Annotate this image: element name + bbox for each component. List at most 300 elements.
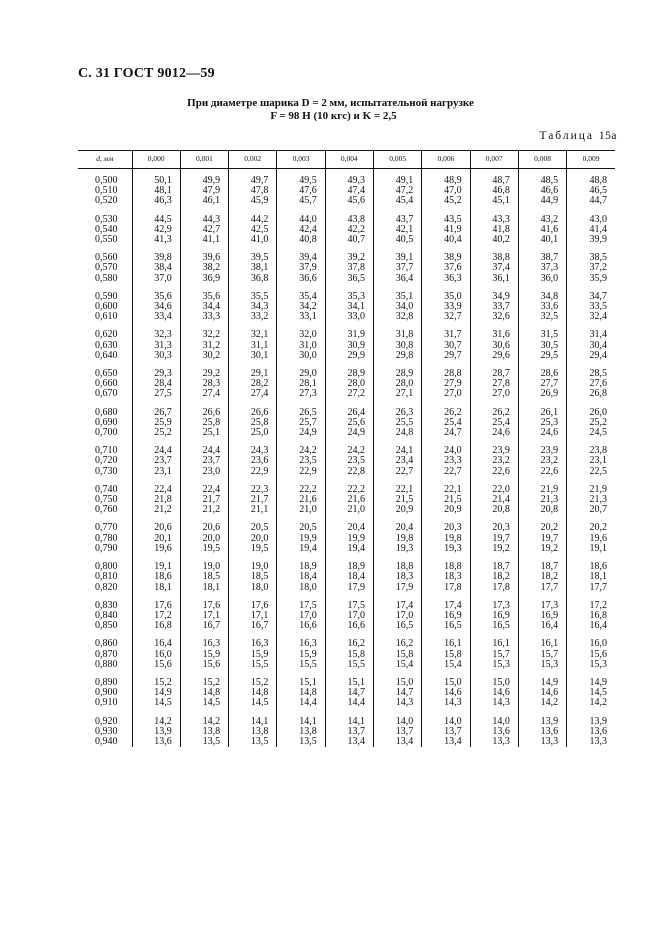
hardness-value: 33,5 xyxy=(589,301,607,313)
hardness-value: 44,9 xyxy=(540,195,559,207)
hardness-value: 24,4 xyxy=(202,445,221,457)
diameter-value: 0,730 xyxy=(95,465,118,477)
table-row-group xyxy=(78,253,615,284)
diameter-value: 0,790 xyxy=(95,542,118,554)
hardness-cell xyxy=(132,215,180,246)
hardness-cell xyxy=(470,369,518,400)
hardness-cell xyxy=(518,485,566,516)
hardness-cell xyxy=(180,408,228,439)
hardness-value: 27,0 xyxy=(444,388,462,400)
hardness-cell xyxy=(229,562,277,593)
hardness-cell xyxy=(229,446,277,477)
hardness-value: 14,5 xyxy=(250,697,269,709)
hardness-table xyxy=(78,150,615,747)
hardness-value: 37,4 xyxy=(492,262,510,274)
hardness-value: 32,3 xyxy=(154,329,172,341)
hardness-cell xyxy=(132,446,180,477)
hardness-value: 17,8 xyxy=(492,581,510,593)
diameter-value: 0,500 xyxy=(95,175,118,186)
column-header-d: d, мм xyxy=(78,151,132,169)
hardness-value: 16,3 xyxy=(202,638,221,650)
hardness-value: 36,3 xyxy=(444,272,462,284)
hardness-value: 14,3 xyxy=(395,697,414,709)
hardness-value: 19,3 xyxy=(444,542,462,554)
hardness-cell xyxy=(229,485,277,516)
hardness-cell xyxy=(180,292,228,323)
hardness-value: 25,4 xyxy=(444,416,462,428)
hardness-value: 45,6 xyxy=(347,195,365,207)
hardness-value: 24,5 xyxy=(589,427,607,439)
hardness-cell xyxy=(422,408,470,439)
hardness-value: 15,2 xyxy=(202,676,221,688)
hardness-value: 18,4 xyxy=(347,571,365,583)
hardness-value: 24,9 xyxy=(347,427,365,439)
hardness-value: 47,8 xyxy=(250,185,269,197)
diameter-cell xyxy=(78,169,132,207)
diameter-cell xyxy=(78,369,132,400)
hardness-value: 14,8 xyxy=(299,687,317,699)
diameter-value: 0,940 xyxy=(95,735,118,747)
hardness-value: 36,6 xyxy=(299,272,317,284)
hardness-value: 26,6 xyxy=(202,406,221,418)
hardness-cell xyxy=(373,253,421,284)
table-row-group xyxy=(78,169,615,207)
hardness-value: 19,9 xyxy=(299,532,317,544)
hardness-cell xyxy=(567,678,615,709)
hardness-value: 44,3 xyxy=(202,213,221,225)
hardness-value: 17,3 xyxy=(540,599,559,611)
hardness-value: 38,8 xyxy=(492,252,510,264)
hardness-value: 36,1 xyxy=(492,272,510,284)
hardness-value: 30,4 xyxy=(589,339,607,351)
hardness-cell xyxy=(373,717,421,748)
hardness-value: 37,9 xyxy=(299,262,317,274)
hardness-value: 41,0 xyxy=(250,234,269,246)
hardness-value: 33,3 xyxy=(202,311,221,323)
hardness-value: 49,5 xyxy=(299,175,317,186)
hardness-value: 13,7 xyxy=(395,725,414,737)
hardness-value: 46,5 xyxy=(589,185,607,197)
hardness-value: 50,1 xyxy=(154,175,172,186)
hardness-cell xyxy=(422,169,470,207)
hardness-value: 47,9 xyxy=(202,185,221,197)
diameter-value: 0,830 xyxy=(95,599,118,611)
diameter-value: 0,600 xyxy=(95,301,118,313)
hardness-value: 16,2 xyxy=(395,638,414,650)
hardness-value: 32,8 xyxy=(395,311,414,323)
hardness-value: 39,5 xyxy=(250,252,269,264)
diameter-value: 0,550 xyxy=(95,234,118,246)
hardness-value: 25,0 xyxy=(250,427,269,439)
hardness-cell xyxy=(325,215,373,246)
hardness-value: 14,6 xyxy=(492,687,510,699)
hardness-value: 46,8 xyxy=(492,185,510,197)
hardness-value: 15,8 xyxy=(395,648,414,660)
diameter-value: 0,780 xyxy=(95,532,118,544)
hardness-value: 16,6 xyxy=(347,620,365,632)
diameter-value: 0,760 xyxy=(95,504,118,516)
hardness-value: 20,5 xyxy=(250,522,269,534)
hardness-value: 35,0 xyxy=(444,290,462,302)
hardness-cell xyxy=(470,215,518,246)
hardness-value: 14,1 xyxy=(347,715,365,727)
hardness-value: 28,9 xyxy=(347,368,365,380)
hardness-value: 19,2 xyxy=(492,542,510,554)
hardness-value: 21,5 xyxy=(444,494,462,506)
hardness-value: 34,6 xyxy=(154,301,172,313)
hardness-value: 15,6 xyxy=(202,658,221,670)
diameter-value: 0,660 xyxy=(95,378,118,390)
hardness-value: 25,7 xyxy=(299,416,317,428)
hardness-value: 14,1 xyxy=(250,715,269,727)
hardness-value: 13,6 xyxy=(154,735,172,747)
diameter-value: 0,680 xyxy=(95,406,118,418)
diameter-value: 0,880 xyxy=(95,658,118,670)
hardness-value: 17,8 xyxy=(444,581,462,593)
hardness-value: 16,4 xyxy=(154,638,172,650)
hardness-value: 24,3 xyxy=(250,445,269,457)
hardness-value: 34,8 xyxy=(540,290,559,302)
hardness-value: 14,0 xyxy=(492,715,510,727)
hardness-value: 17,7 xyxy=(540,581,559,593)
hardness-value: 23,0 xyxy=(202,465,221,477)
hardness-cell xyxy=(180,601,228,632)
table-row-group xyxy=(78,639,615,670)
hardness-value: 23,2 xyxy=(540,455,559,467)
caption-line-1: При диаметре шарика D = 2 мм, испытательной нагрузке xyxy=(187,97,474,109)
hardness-value: 13,6 xyxy=(492,725,510,737)
table-row-group xyxy=(78,215,615,246)
hardness-value: 14,7 xyxy=(347,687,365,699)
hardness-value: 45,2 xyxy=(444,195,462,207)
hardness-value: 23,3 xyxy=(444,455,462,467)
hardness-value: 35,6 xyxy=(154,290,172,302)
hardness-value: 48,9 xyxy=(444,175,462,186)
column-header: 0,001 xyxy=(180,151,228,169)
hardness-value: 25,5 xyxy=(395,416,414,428)
hardness-value: 19,4 xyxy=(347,542,365,554)
hardness-cell xyxy=(325,330,373,361)
hardness-cell xyxy=(470,408,518,439)
hardness-value: 21,7 xyxy=(250,494,269,506)
hardness-value: 23,5 xyxy=(299,455,317,467)
hardness-value: 18,5 xyxy=(250,571,269,583)
hardness-cell xyxy=(277,292,325,323)
hardness-cell xyxy=(422,253,470,284)
hardness-value: 43,8 xyxy=(347,213,365,225)
diameter-value: 0,520 xyxy=(95,195,118,207)
hardness-cell xyxy=(518,601,566,632)
hardness-cell xyxy=(422,639,470,670)
hardness-value: 24,8 xyxy=(395,427,414,439)
hardness-cell xyxy=(422,330,470,361)
hardness-cell xyxy=(277,639,325,670)
hardness-value: 14,4 xyxy=(299,697,317,709)
hardness-value: 16,9 xyxy=(444,609,462,621)
hardness-value: 33,6 xyxy=(540,301,559,313)
diameter-cell xyxy=(78,562,132,593)
table-row-group xyxy=(78,330,615,361)
hardness-value: 43,5 xyxy=(444,213,462,225)
hardness-value: 15,8 xyxy=(347,648,365,660)
table-row-group xyxy=(78,369,615,400)
hardness-value: 38,5 xyxy=(589,252,607,264)
hardness-value: 23,9 xyxy=(540,445,559,457)
hardness-cell xyxy=(277,215,325,246)
diameter-cell xyxy=(78,717,132,748)
hardness-cell xyxy=(277,369,325,400)
hardness-value: 31,1 xyxy=(250,339,269,351)
hardness-value: 24,1 xyxy=(395,445,414,457)
hardness-cell xyxy=(567,215,615,246)
hardness-value: 16,4 xyxy=(540,620,559,632)
column-header: 0,005 xyxy=(373,151,421,169)
hardness-value: 16,5 xyxy=(492,620,510,632)
hardness-value: 31,5 xyxy=(540,329,559,341)
hardness-value: 31,9 xyxy=(347,329,365,341)
hardness-value: 35,6 xyxy=(202,290,221,302)
hardness-value: 16,5 xyxy=(444,620,462,632)
hardness-value: 14,6 xyxy=(540,687,559,699)
hardness-cell xyxy=(373,169,421,207)
hardness-value: 28,4 xyxy=(154,378,172,390)
hardness-value: 20,9 xyxy=(395,504,414,516)
hardness-value: 15,9 xyxy=(299,648,317,660)
hardness-value: 19,7 xyxy=(540,532,559,544)
hardness-value: 22,7 xyxy=(395,465,414,477)
hardness-value: 15,7 xyxy=(540,648,559,660)
hardness-value: 20,2 xyxy=(540,522,559,534)
hardness-value: 17,6 xyxy=(250,599,269,611)
hardness-cell xyxy=(132,253,180,284)
hardness-cell xyxy=(567,369,615,400)
hardness-cell xyxy=(567,601,615,632)
hardness-value: 46,3 xyxy=(154,195,172,207)
hardness-value: 42,1 xyxy=(395,223,414,235)
hardness-value: 35,3 xyxy=(347,290,365,302)
hardness-value: 24,0 xyxy=(444,445,462,457)
hardness-value: 44,0 xyxy=(299,213,317,225)
hardness-value: 48,7 xyxy=(492,175,510,186)
hardness-value: 16,0 xyxy=(589,638,607,650)
hardness-value: 48,5 xyxy=(540,175,559,186)
hardness-value: 13,9 xyxy=(540,715,559,727)
hardness-value: 22,3 xyxy=(250,483,269,495)
hardness-value: 29,9 xyxy=(347,349,365,361)
hardness-value: 15,4 xyxy=(444,658,462,670)
hardness-value: 41,8 xyxy=(492,223,510,235)
hardness-value: 32,7 xyxy=(444,311,462,323)
hardness-value: 38,9 xyxy=(444,252,462,264)
hardness-value: 16,1 xyxy=(492,638,510,650)
hardness-value: 28,8 xyxy=(444,368,462,380)
hardness-cell xyxy=(518,678,566,709)
hardness-value: 19,1 xyxy=(589,542,607,554)
hardness-cell xyxy=(470,292,518,323)
hardness-value: 19,8 xyxy=(444,532,462,544)
hardness-value: 25,2 xyxy=(589,416,607,428)
hardness-value: 23,5 xyxy=(347,455,365,467)
hardness-value: 31,2 xyxy=(202,339,221,351)
column-header: 0,006 xyxy=(422,151,470,169)
hardness-value: 37,8 xyxy=(347,262,365,274)
hardness-cell xyxy=(132,562,180,593)
hardness-cell xyxy=(373,408,421,439)
hardness-value: 30,6 xyxy=(492,339,510,351)
hardness-value: 20,3 xyxy=(492,522,510,534)
hardness-value: 16,9 xyxy=(492,609,510,621)
hardness-cell xyxy=(373,601,421,632)
hardness-cell xyxy=(373,215,421,246)
hardness-value: 24,6 xyxy=(492,427,510,439)
hardness-value: 15,4 xyxy=(395,658,414,670)
hardness-cell xyxy=(373,485,421,516)
hardness-value: 42,9 xyxy=(154,223,172,235)
hardness-value: 22,2 xyxy=(347,483,365,495)
hardness-value: 21,0 xyxy=(347,504,365,516)
hardness-cell xyxy=(373,369,421,400)
hardness-value: 43,2 xyxy=(540,213,559,225)
hardness-value: 22,4 xyxy=(154,483,172,495)
hardness-value: 20,4 xyxy=(395,522,414,534)
hardness-cell xyxy=(132,678,180,709)
diameter-value: 0,690 xyxy=(95,416,118,428)
hardness-value: 39,1 xyxy=(395,252,414,264)
hardness-cell xyxy=(180,485,228,516)
hardness-cell xyxy=(180,253,228,284)
hardness-value: 43,7 xyxy=(395,213,414,225)
hardness-cell xyxy=(277,169,325,207)
hardness-value: 45,4 xyxy=(395,195,414,207)
hardness-cell xyxy=(518,446,566,477)
hardness-cell xyxy=(277,523,325,554)
hardness-value: 21,3 xyxy=(589,494,607,506)
hardness-cell xyxy=(422,523,470,554)
hardness-cell xyxy=(518,330,566,361)
hardness-value: 25,2 xyxy=(154,427,172,439)
hardness-cell xyxy=(277,408,325,439)
hardness-value: 30,7 xyxy=(444,339,462,351)
hardness-cell xyxy=(470,639,518,670)
diameter-value: 0,870 xyxy=(95,648,118,660)
hardness-value: 17,5 xyxy=(347,599,365,611)
hardness-cell xyxy=(567,639,615,670)
table-header-row xyxy=(78,151,615,169)
hardness-cell xyxy=(277,485,325,516)
diameter-cell xyxy=(78,292,132,323)
hardness-value: 17,9 xyxy=(395,581,414,593)
hardness-value: 41,1 xyxy=(202,234,221,246)
hardness-value: 18,1 xyxy=(202,581,221,593)
hardness-value: 15,9 xyxy=(202,648,221,660)
hardness-value: 47,4 xyxy=(347,185,365,197)
hardness-value: 30,2 xyxy=(202,349,221,361)
hardness-value: 32,0 xyxy=(299,329,317,341)
hardness-value: 26,6 xyxy=(250,406,269,418)
hardness-value: 20,0 xyxy=(250,532,269,544)
hardness-cell xyxy=(325,717,373,748)
hardness-value: 14,2 xyxy=(154,715,172,727)
hardness-value: 15,2 xyxy=(154,676,172,688)
hardness-value: 24,4 xyxy=(154,445,172,457)
hardness-value: 17,2 xyxy=(589,599,607,611)
hardness-value: 23,9 xyxy=(492,445,510,457)
hardness-cell xyxy=(518,717,566,748)
hardness-value: 20,1 xyxy=(154,532,172,544)
hardness-cell xyxy=(229,253,277,284)
hardness-cell xyxy=(470,485,518,516)
hardness-value: 15,0 xyxy=(444,676,462,688)
hardness-value: 17,2 xyxy=(154,609,172,621)
hardness-value: 26,2 xyxy=(444,406,462,418)
hardness-value: 18,2 xyxy=(492,571,510,583)
hardness-value: 14,1 xyxy=(299,715,317,727)
hardness-value: 14,8 xyxy=(250,687,269,699)
hardness-cell xyxy=(229,601,277,632)
hardness-value: 14,6 xyxy=(444,687,462,699)
hardness-cell xyxy=(180,523,228,554)
hardness-value: 19,6 xyxy=(154,542,172,554)
hardness-value: 14,2 xyxy=(540,697,559,709)
hardness-value: 43,0 xyxy=(589,213,607,225)
hardness-value: 19,0 xyxy=(202,561,221,573)
hardness-cell xyxy=(373,523,421,554)
hardness-value: 20,7 xyxy=(589,504,607,516)
hardness-value: 47,6 xyxy=(299,185,317,197)
hardness-value: 37,7 xyxy=(395,262,414,274)
hardness-value: 15,3 xyxy=(492,658,510,670)
hardness-value: 28,9 xyxy=(395,368,414,380)
hardness-cell xyxy=(422,292,470,323)
diameter-value: 0,860 xyxy=(95,638,118,650)
caption-line-2: F = 98 Н (10 кгс) и K = 2,5 xyxy=(270,110,397,122)
hardness-value: 34,4 xyxy=(202,301,221,313)
hardness-value: 13,7 xyxy=(444,725,462,737)
table-caption xyxy=(0,97,661,123)
hardness-value: 21,1 xyxy=(250,504,269,516)
hardness-value: 14,4 xyxy=(347,697,365,709)
diameter-value: 0,810 xyxy=(95,571,118,583)
hardness-value: 29,8 xyxy=(395,349,414,361)
hardness-value: 33,1 xyxy=(299,311,317,323)
hardness-value: 16,0 xyxy=(154,648,172,660)
hardness-value: 31,0 xyxy=(299,339,317,351)
hardness-value: 38,4 xyxy=(154,262,172,274)
hardness-value: 16,5 xyxy=(395,620,414,632)
hardness-cell xyxy=(518,369,566,400)
hardness-value: 48,8 xyxy=(589,175,607,186)
hardness-value: 25,3 xyxy=(540,416,559,428)
hardness-value: 13,6 xyxy=(589,725,607,737)
hardness-value: 47,2 xyxy=(395,185,414,197)
hardness-value: 30,1 xyxy=(250,349,269,361)
hardness-cell xyxy=(470,601,518,632)
hardness-value: 15,6 xyxy=(154,658,172,670)
diameter-value: 0,840 xyxy=(95,609,118,621)
hardness-value: 26,9 xyxy=(540,388,559,400)
hardness-value: 13,8 xyxy=(202,725,221,737)
hardness-cell xyxy=(132,523,180,554)
hardness-value: 21,4 xyxy=(492,494,510,506)
hardness-cell xyxy=(470,523,518,554)
hardness-cell xyxy=(180,169,228,207)
diameter-value: 0,570 xyxy=(95,262,118,274)
hardness-value: 15,5 xyxy=(347,658,365,670)
hardness-value: 23,1 xyxy=(589,455,607,467)
hardness-value: 33,4 xyxy=(154,311,172,323)
hardness-value: 13,6 xyxy=(540,725,559,737)
diameter-cell xyxy=(78,408,132,439)
